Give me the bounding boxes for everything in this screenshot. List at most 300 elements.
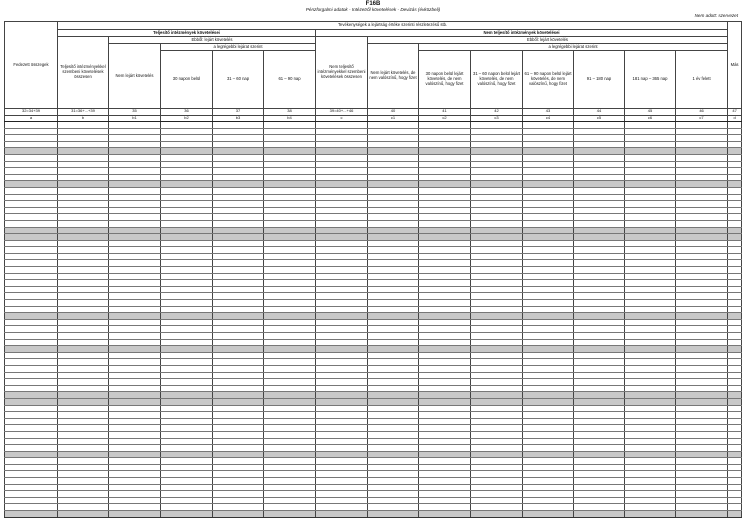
- table-cell[interactable]: [728, 247, 742, 254]
- table-cell[interactable]: [264, 379, 316, 386]
- table-cell[interactable]: [5, 438, 58, 445]
- table-cell[interactable]: [109, 464, 161, 471]
- table-cell[interactable]: [264, 464, 316, 471]
- table-cell[interactable]: [676, 161, 728, 168]
- table-cell[interactable]: [58, 511, 109, 518]
- table-cell[interactable]: [58, 187, 109, 194]
- table-cell[interactable]: [316, 135, 368, 142]
- table-cell[interactable]: [58, 267, 109, 274]
- table-cell[interactable]: [471, 464, 523, 471]
- table-cell[interactable]: [316, 253, 368, 260]
- table-cell[interactable]: [5, 227, 58, 234]
- table-cell[interactable]: [109, 484, 161, 491]
- table-cell[interactable]: [368, 273, 419, 280]
- table-cell[interactable]: [58, 504, 109, 511]
- table-cell[interactable]: [161, 293, 213, 300]
- table-cell[interactable]: [109, 412, 161, 419]
- table-cell[interactable]: [419, 405, 471, 412]
- table-cell[interactable]: [523, 227, 574, 234]
- table-cell[interactable]: [368, 497, 419, 504]
- table-cell[interactable]: [161, 438, 213, 445]
- table-cell[interactable]: [471, 359, 523, 366]
- table-cell[interactable]: [213, 511, 264, 518]
- table-cell[interactable]: [625, 154, 676, 161]
- table-cell[interactable]: [316, 141, 368, 148]
- table-cell[interactable]: [213, 207, 264, 214]
- table-cell[interactable]: [728, 326, 742, 333]
- table-cell[interactable]: [676, 128, 728, 135]
- table-cell[interactable]: [574, 300, 625, 307]
- table-cell[interactable]: [316, 471, 368, 478]
- table-cell[interactable]: [625, 234, 676, 241]
- table-cell[interactable]: [161, 359, 213, 366]
- table-cell[interactable]: [264, 168, 316, 175]
- table-cell[interactable]: [109, 372, 161, 379]
- table-cell[interactable]: [368, 359, 419, 366]
- table-cell[interactable]: [5, 339, 58, 346]
- table-cell[interactable]: [58, 154, 109, 161]
- table-cell[interactable]: [161, 504, 213, 511]
- table-cell[interactable]: [574, 267, 625, 274]
- table-cell[interactable]: [58, 227, 109, 234]
- table-cell[interactable]: [5, 154, 58, 161]
- table-cell[interactable]: [574, 339, 625, 346]
- table-cell[interactable]: [574, 247, 625, 254]
- table-cell[interactable]: [625, 319, 676, 326]
- table-cell[interactable]: [419, 286, 471, 293]
- table-cell[interactable]: [728, 497, 742, 504]
- table-cell[interactable]: [574, 135, 625, 142]
- table-cell[interactable]: [316, 280, 368, 287]
- table-cell[interactable]: [523, 451, 574, 458]
- table-cell[interactable]: [368, 372, 419, 379]
- table-cell[interactable]: [161, 220, 213, 227]
- table-cell[interactable]: [676, 135, 728, 142]
- table-cell[interactable]: [676, 497, 728, 504]
- table-cell[interactable]: [676, 194, 728, 201]
- table-cell[interactable]: [109, 418, 161, 425]
- table-cell[interactable]: [574, 365, 625, 372]
- table-cell[interactable]: [471, 174, 523, 181]
- table-cell[interactable]: [419, 187, 471, 194]
- table-cell[interactable]: [471, 247, 523, 254]
- table-cell[interactable]: [523, 418, 574, 425]
- table-cell[interactable]: [471, 128, 523, 135]
- table-cell[interactable]: [368, 128, 419, 135]
- table-cell[interactable]: [368, 187, 419, 194]
- table-cell[interactable]: [574, 240, 625, 247]
- table-cell[interactable]: [419, 306, 471, 313]
- table-cell[interactable]: [213, 128, 264, 135]
- table-cell[interactable]: [161, 267, 213, 274]
- table-cell[interactable]: [625, 214, 676, 221]
- table-cell[interactable]: [523, 207, 574, 214]
- table-cell[interactable]: [471, 300, 523, 307]
- table-cell[interactable]: [58, 234, 109, 241]
- table-cell[interactable]: [728, 161, 742, 168]
- table-cell[interactable]: [109, 220, 161, 227]
- table-cell[interactable]: [58, 240, 109, 247]
- table-cell[interactable]: [161, 168, 213, 175]
- table-cell[interactable]: [368, 504, 419, 511]
- table-cell[interactable]: [213, 398, 264, 405]
- table-cell[interactable]: [419, 385, 471, 392]
- table-cell[interactable]: [574, 405, 625, 412]
- table-cell[interactable]: [574, 201, 625, 208]
- table-cell[interactable]: [5, 352, 58, 359]
- table-cell[interactable]: [368, 425, 419, 432]
- table-cell[interactable]: [58, 293, 109, 300]
- table-cell[interactable]: [471, 273, 523, 280]
- table-cell[interactable]: [5, 333, 58, 340]
- table-cell[interactable]: [574, 471, 625, 478]
- table-cell[interactable]: [316, 339, 368, 346]
- table-cell[interactable]: [5, 148, 58, 155]
- table-cell[interactable]: [213, 431, 264, 438]
- table-cell[interactable]: [471, 154, 523, 161]
- table-cell[interactable]: [264, 431, 316, 438]
- table-cell[interactable]: [161, 253, 213, 260]
- table-cell[interactable]: [676, 247, 728, 254]
- table-cell[interactable]: [676, 214, 728, 221]
- table-cell[interactable]: [161, 484, 213, 491]
- table-cell[interactable]: [5, 431, 58, 438]
- table-cell[interactable]: [109, 234, 161, 241]
- table-cell[interactable]: [728, 392, 742, 399]
- table-cell[interactable]: [368, 418, 419, 425]
- table-cell[interactable]: [109, 319, 161, 326]
- table-cell[interactable]: [264, 326, 316, 333]
- table-cell[interactable]: [5, 273, 58, 280]
- table-cell[interactable]: [419, 181, 471, 188]
- table-cell[interactable]: [676, 484, 728, 491]
- table-cell[interactable]: [625, 267, 676, 274]
- table-cell[interactable]: [109, 293, 161, 300]
- table-cell[interactable]: [676, 478, 728, 485]
- table-cell[interactable]: [523, 313, 574, 320]
- table-cell[interactable]: [5, 174, 58, 181]
- table-cell[interactable]: [419, 471, 471, 478]
- table-cell[interactable]: [574, 385, 625, 392]
- table-cell[interactable]: [161, 458, 213, 465]
- table-cell[interactable]: [676, 313, 728, 320]
- table-cell[interactable]: [316, 319, 368, 326]
- table-cell[interactable]: [5, 141, 58, 148]
- table-cell[interactable]: [58, 385, 109, 392]
- table-cell[interactable]: [5, 464, 58, 471]
- table-cell[interactable]: [574, 484, 625, 491]
- table-cell[interactable]: [5, 300, 58, 307]
- table-cell[interactable]: [368, 385, 419, 392]
- table-cell[interactable]: [316, 148, 368, 155]
- table-cell[interactable]: [58, 148, 109, 155]
- table-cell[interactable]: [471, 253, 523, 260]
- table-cell[interactable]: [523, 135, 574, 142]
- table-cell[interactable]: [471, 194, 523, 201]
- table-cell[interactable]: [213, 273, 264, 280]
- table-cell[interactable]: [676, 267, 728, 274]
- table-cell[interactable]: [523, 220, 574, 227]
- table-cell[interactable]: [161, 385, 213, 392]
- table-cell[interactable]: [161, 260, 213, 267]
- table-cell[interactable]: [264, 240, 316, 247]
- table-cell[interactable]: [109, 194, 161, 201]
- table-cell[interactable]: [728, 484, 742, 491]
- table-cell[interactable]: [419, 220, 471, 227]
- table-cell[interactable]: [109, 300, 161, 307]
- table-cell[interactable]: [161, 187, 213, 194]
- table-cell[interactable]: [213, 148, 264, 155]
- table-cell[interactable]: [316, 425, 368, 432]
- table-cell[interactable]: [109, 451, 161, 458]
- table-cell[interactable]: [213, 201, 264, 208]
- table-cell[interactable]: [523, 141, 574, 148]
- table-cell[interactable]: [471, 431, 523, 438]
- table-cell[interactable]: [316, 201, 368, 208]
- table-cell[interactable]: [676, 306, 728, 313]
- table-cell[interactable]: [109, 306, 161, 313]
- table-cell[interactable]: [264, 174, 316, 181]
- table-cell[interactable]: [471, 346, 523, 353]
- table-cell[interactable]: [625, 491, 676, 498]
- table-cell[interactable]: [419, 478, 471, 485]
- table-cell[interactable]: [676, 445, 728, 452]
- table-cell[interactable]: [574, 313, 625, 320]
- table-cell[interactable]: [676, 141, 728, 148]
- table-cell[interactable]: [58, 379, 109, 386]
- table-cell[interactable]: [523, 504, 574, 511]
- table-cell[interactable]: [676, 398, 728, 405]
- table-cell[interactable]: [368, 392, 419, 399]
- table-cell[interactable]: [574, 319, 625, 326]
- table-cell[interactable]: [58, 418, 109, 425]
- table-cell[interactable]: [368, 346, 419, 353]
- table-cell[interactable]: [316, 128, 368, 135]
- table-cell[interactable]: [316, 306, 368, 313]
- table-cell[interactable]: [316, 181, 368, 188]
- table-cell[interactable]: [419, 359, 471, 366]
- table-cell[interactable]: [264, 372, 316, 379]
- table-cell[interactable]: [368, 379, 419, 386]
- table-cell[interactable]: [58, 445, 109, 452]
- table-cell[interactable]: [5, 128, 58, 135]
- table-cell[interactable]: [728, 372, 742, 379]
- table-cell[interactable]: [161, 135, 213, 142]
- table-cell[interactable]: [625, 273, 676, 280]
- table-cell[interactable]: [523, 273, 574, 280]
- table-cell[interactable]: [109, 154, 161, 161]
- table-cell[interactable]: [471, 319, 523, 326]
- table-cell[interactable]: [728, 286, 742, 293]
- table-cell[interactable]: [625, 418, 676, 425]
- table-cell[interactable]: [316, 194, 368, 201]
- table-cell[interactable]: [58, 471, 109, 478]
- table-cell[interactable]: [109, 141, 161, 148]
- table-cell[interactable]: [5, 497, 58, 504]
- table-cell[interactable]: [5, 194, 58, 201]
- table-cell[interactable]: [264, 451, 316, 458]
- table-cell[interactable]: [109, 187, 161, 194]
- table-cell[interactable]: [368, 326, 419, 333]
- table-cell[interactable]: [264, 267, 316, 274]
- table-cell[interactable]: [109, 497, 161, 504]
- table-cell[interactable]: [523, 187, 574, 194]
- table-cell[interactable]: [213, 306, 264, 313]
- table-cell[interactable]: [728, 379, 742, 386]
- table-cell[interactable]: [213, 122, 264, 129]
- table-cell[interactable]: [523, 372, 574, 379]
- table-cell[interactable]: [5, 372, 58, 379]
- table-cell[interactable]: [264, 227, 316, 234]
- table-cell[interactable]: [58, 207, 109, 214]
- table-cell[interactable]: [213, 497, 264, 504]
- table-cell[interactable]: [109, 491, 161, 498]
- table-cell[interactable]: [523, 148, 574, 155]
- table-cell[interactable]: [5, 379, 58, 386]
- table-cell[interactable]: [5, 346, 58, 353]
- table-cell[interactable]: [419, 207, 471, 214]
- table-cell[interactable]: [161, 194, 213, 201]
- table-cell[interactable]: [625, 445, 676, 452]
- table-cell[interactable]: [316, 359, 368, 366]
- table-cell[interactable]: [5, 511, 58, 518]
- table-cell[interactable]: [5, 187, 58, 194]
- table-cell[interactable]: [5, 135, 58, 142]
- table-cell[interactable]: [368, 352, 419, 359]
- table-cell[interactable]: [5, 260, 58, 267]
- table-cell[interactable]: [161, 227, 213, 234]
- table-cell[interactable]: [109, 478, 161, 485]
- table-cell[interactable]: [419, 412, 471, 419]
- table-cell[interactable]: [161, 451, 213, 458]
- table-cell[interactable]: [728, 412, 742, 419]
- table-cell[interactable]: [161, 326, 213, 333]
- table-cell[interactable]: [264, 398, 316, 405]
- table-cell[interactable]: [523, 431, 574, 438]
- table-cell[interactable]: [728, 168, 742, 175]
- table-cell[interactable]: [728, 313, 742, 320]
- table-cell[interactable]: [161, 174, 213, 181]
- table-cell[interactable]: [574, 359, 625, 366]
- table-cell[interactable]: [676, 425, 728, 432]
- table-cell[interactable]: [471, 451, 523, 458]
- table-cell[interactable]: [676, 293, 728, 300]
- table-cell[interactable]: [574, 333, 625, 340]
- table-cell[interactable]: [368, 412, 419, 419]
- table-cell[interactable]: [574, 326, 625, 333]
- table-cell[interactable]: [523, 286, 574, 293]
- table-cell[interactable]: [523, 174, 574, 181]
- table-cell[interactable]: [625, 497, 676, 504]
- table-cell[interactable]: [58, 425, 109, 432]
- table-cell[interactable]: [523, 181, 574, 188]
- table-cell[interactable]: [471, 220, 523, 227]
- table-cell[interactable]: [316, 418, 368, 425]
- table-cell[interactable]: [523, 240, 574, 247]
- table-cell[interactable]: [523, 458, 574, 465]
- table-cell[interactable]: [161, 280, 213, 287]
- table-cell[interactable]: [316, 154, 368, 161]
- table-cell[interactable]: [728, 194, 742, 201]
- table-cell[interactable]: [676, 207, 728, 214]
- table-cell[interactable]: [368, 339, 419, 346]
- table-cell[interactable]: [574, 194, 625, 201]
- table-cell[interactable]: [523, 392, 574, 399]
- table-cell[interactable]: [471, 445, 523, 452]
- table-cell[interactable]: [264, 504, 316, 511]
- table-cell[interactable]: [213, 234, 264, 241]
- table-cell[interactable]: [625, 174, 676, 181]
- table-cell[interactable]: [523, 154, 574, 161]
- table-cell[interactable]: [5, 326, 58, 333]
- table-cell[interactable]: [316, 511, 368, 518]
- table-cell[interactable]: [316, 293, 368, 300]
- table-cell[interactable]: [316, 464, 368, 471]
- table-cell[interactable]: [368, 458, 419, 465]
- table-cell[interactable]: [368, 240, 419, 247]
- table-cell[interactable]: [58, 174, 109, 181]
- table-cell[interactable]: [471, 293, 523, 300]
- table-cell[interactable]: [316, 346, 368, 353]
- table-cell[interactable]: [109, 398, 161, 405]
- table-cell[interactable]: [213, 352, 264, 359]
- table-cell[interactable]: [161, 141, 213, 148]
- table-cell[interactable]: [316, 491, 368, 498]
- table-cell[interactable]: [161, 319, 213, 326]
- table-cell[interactable]: [574, 398, 625, 405]
- table-cell[interactable]: [58, 478, 109, 485]
- table-cell[interactable]: [213, 412, 264, 419]
- table-cell[interactable]: [625, 300, 676, 307]
- table-cell[interactable]: [58, 214, 109, 221]
- table-cell[interactable]: [728, 319, 742, 326]
- table-cell[interactable]: [161, 425, 213, 432]
- table-cell[interactable]: [728, 227, 742, 234]
- table-cell[interactable]: [471, 141, 523, 148]
- table-cell[interactable]: [316, 220, 368, 227]
- table-cell[interactable]: [213, 161, 264, 168]
- table-cell[interactable]: [728, 300, 742, 307]
- table-cell[interactable]: [213, 141, 264, 148]
- table-cell[interactable]: [109, 214, 161, 221]
- table-cell[interactable]: [574, 161, 625, 168]
- table-cell[interactable]: [58, 220, 109, 227]
- table-cell[interactable]: [728, 471, 742, 478]
- table-cell[interactable]: [419, 511, 471, 518]
- table-cell[interactable]: [523, 491, 574, 498]
- table-cell[interactable]: [109, 240, 161, 247]
- table-cell[interactable]: [5, 122, 58, 129]
- table-cell[interactable]: [264, 234, 316, 241]
- table-cell[interactable]: [109, 207, 161, 214]
- table-cell[interactable]: [213, 280, 264, 287]
- table-cell[interactable]: [728, 478, 742, 485]
- table-cell[interactable]: [419, 128, 471, 135]
- table-cell[interactable]: [264, 161, 316, 168]
- table-cell[interactable]: [368, 154, 419, 161]
- table-cell[interactable]: [264, 154, 316, 161]
- table-cell[interactable]: [161, 478, 213, 485]
- table-cell[interactable]: [58, 273, 109, 280]
- table-cell[interactable]: [419, 372, 471, 379]
- table-cell[interactable]: [264, 141, 316, 148]
- table-cell[interactable]: [5, 286, 58, 293]
- table-cell[interactable]: [213, 418, 264, 425]
- table-cell[interactable]: [419, 431, 471, 438]
- table-cell[interactable]: [728, 405, 742, 412]
- table-cell[interactable]: [523, 260, 574, 267]
- table-cell[interactable]: [161, 464, 213, 471]
